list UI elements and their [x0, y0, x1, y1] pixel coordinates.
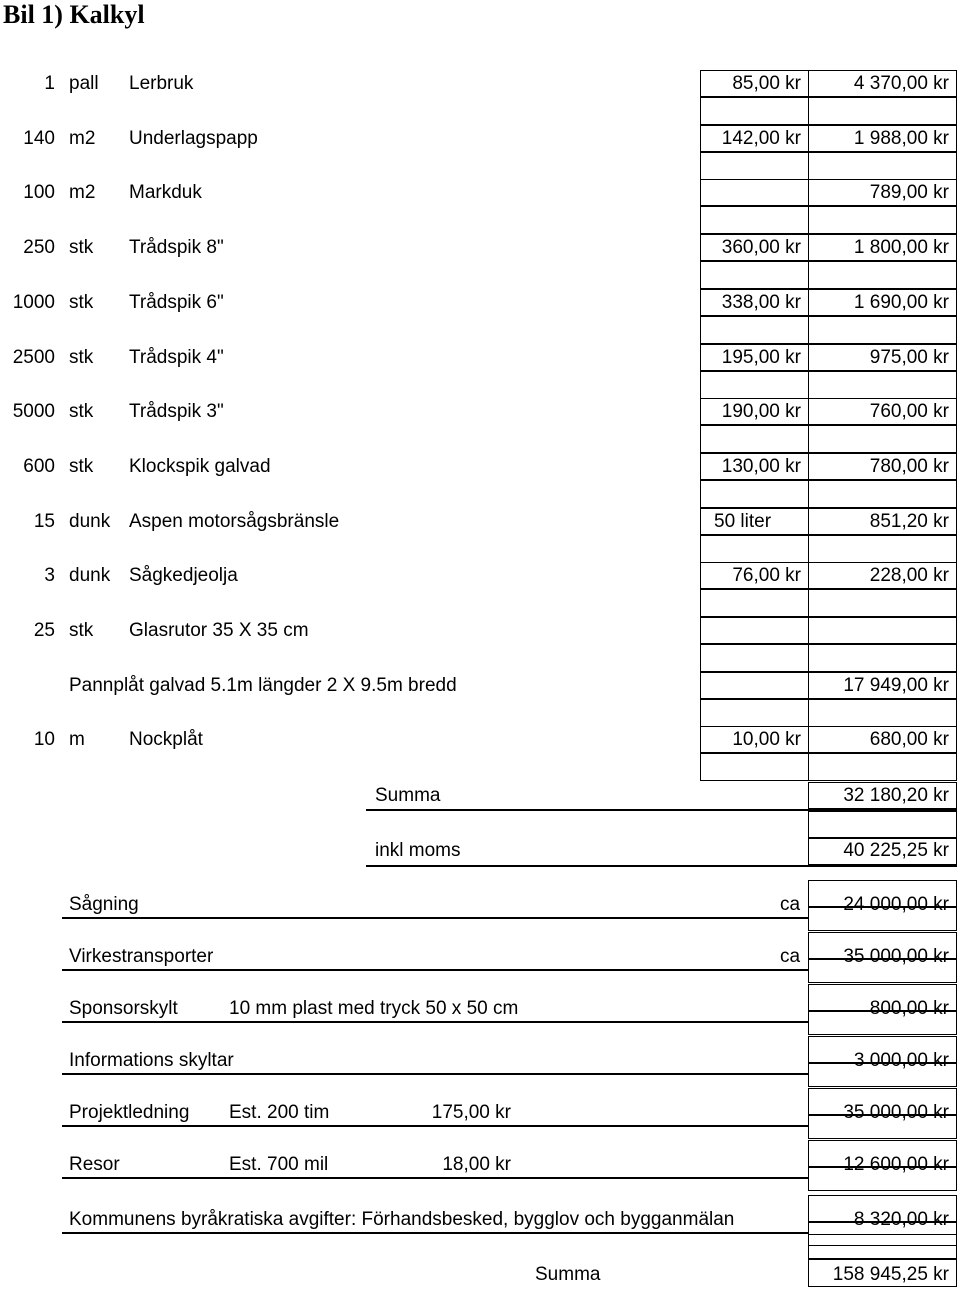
- extra-rate: 18,00 kr: [442, 1154, 511, 1175]
- item-description: Trådspik 6": [129, 291, 224, 313]
- extra-label: Sågning: [69, 894, 139, 915]
- item-description: Trådspik 8": [129, 237, 224, 259]
- item-unit: stk: [69, 620, 94, 641]
- table-row: [700, 316, 809, 344]
- item-unit: stk: [69, 237, 94, 259]
- item-quantity: 2500: [12, 346, 55, 368]
- table-row: [808, 206, 957, 234]
- table-row: [808, 644, 957, 672]
- item-description: Trådspik 4": [129, 346, 224, 368]
- extra-label: Sponsorskylt: [69, 998, 178, 1019]
- divider: [62, 917, 808, 919]
- table-row: [808, 535, 957, 563]
- item-quantity: 140: [23, 127, 55, 149]
- item-total: 760,00 kr: [869, 401, 949, 423]
- table-row: [808, 753, 957, 781]
- table-row: [700, 179, 809, 206]
- divider: [62, 1232, 808, 1234]
- table-row: [700, 644, 809, 672]
- table-row: [808, 589, 957, 617]
- divider: [366, 865, 957, 867]
- item-quantity: 250: [23, 237, 55, 259]
- table-row: [808, 152, 957, 180]
- item-quantity: 25: [33, 620, 55, 641]
- item-unit: dunk: [69, 510, 111, 532]
- table-row: [700, 206, 809, 234]
- item-unit: stk: [69, 401, 94, 423]
- extra-value: 3 000,00 kr: [853, 1050, 949, 1071]
- table-row: [808, 480, 957, 508]
- divider: [62, 969, 808, 971]
- item-total: 1 988,00 kr: [853, 127, 949, 149]
- divider: [62, 1125, 808, 1127]
- item-unit: m: [69, 729, 85, 751]
- item-price: 142,00 kr: [721, 127, 801, 149]
- item-description: Glasrutor 35 X 35 cm: [129, 620, 309, 641]
- table-row: [700, 152, 809, 180]
- item-unit: m2: [69, 182, 96, 204]
- extra-detail: Est. 700 mil: [229, 1154, 329, 1175]
- extra-value: 35 000,00 kr: [843, 1102, 949, 1123]
- extra-value: 12 600,00 kr: [843, 1154, 949, 1175]
- item-unit: dunk: [69, 565, 111, 587]
- item-price: 76,00 kr: [732, 565, 801, 587]
- table-row: [808, 617, 957, 644]
- table-row: [700, 535, 809, 563]
- item-unit: stk: [69, 455, 94, 477]
- table-row: [808, 811, 957, 838]
- inkl-moms-value: 40 225,25 kr: [843, 840, 949, 861]
- table-row: [700, 589, 809, 617]
- item-unit: stk: [69, 291, 94, 313]
- extra-label: Resor: [69, 1154, 120, 1175]
- item-unit: m2: [69, 127, 96, 149]
- item-total: 17 949,00 kr: [843, 674, 949, 696]
- table-row: [700, 261, 809, 289]
- page-title: Bil 1) Kalkyl: [3, 0, 145, 29]
- extra-value: 24 000,00 kr: [843, 894, 949, 915]
- extra-rate: 175,00 kr: [431, 1102, 511, 1123]
- table-row: [700, 425, 809, 453]
- item-quantity: 1: [44, 73, 55, 94]
- item-unit: Pannplåt galvad 5.1m längder 2 X 9.5m bredd: [69, 674, 457, 696]
- extra-value: 35 000,00 kr: [843, 946, 949, 967]
- table-row: [808, 97, 957, 125]
- item-description: Markduk: [129, 182, 202, 204]
- item-price: 10,00 kr: [732, 729, 801, 751]
- table-row: [808, 425, 957, 453]
- item-description: Nockplåt: [129, 729, 203, 751]
- table-row: [700, 753, 809, 781]
- extra-label: Virkestransporter: [69, 946, 214, 967]
- extra-value: 8 320,00 kr: [853, 1209, 949, 1230]
- item-price: 130,00 kr: [721, 455, 801, 477]
- item-quantity: 1000: [12, 291, 55, 313]
- divider: [62, 1021, 808, 1023]
- summa-value: 32 180,20 kr: [843, 785, 949, 806]
- item-price: 360,00 kr: [721, 237, 801, 259]
- item-quantity: 100: [23, 182, 55, 204]
- item-description: Klockspik galvad: [129, 455, 271, 477]
- item-price: 190,00 kr: [721, 401, 801, 423]
- table-row: [700, 617, 809, 644]
- extra-label: Projektledning: [69, 1102, 190, 1123]
- extra-label: Kommunens byråkratiska avgifter: Förhandsbesked, bygglov och bygganmälan: [69, 1209, 735, 1230]
- table-row: [808, 699, 957, 727]
- item-unit: stk: [69, 346, 94, 368]
- extra-detail: Est. 200 tim: [229, 1102, 330, 1123]
- summa-label: Summa: [375, 785, 441, 806]
- item-total: 228,00 kr: [869, 565, 949, 587]
- item-total: 851,20 kr: [869, 510, 949, 532]
- grand-total-value: 158 945,25 kr: [832, 1264, 949, 1285]
- extra-ca: ca: [780, 894, 801, 915]
- item-price: 85,00 kr: [732, 73, 801, 94]
- item-description: Sågkedjeolja: [129, 565, 238, 587]
- extra-ca: ca: [780, 946, 801, 967]
- table-row: [808, 261, 957, 289]
- item-quantity: 3: [44, 565, 55, 587]
- extra-label: Informations skyltar: [69, 1050, 234, 1071]
- item-quantity: 5000: [12, 401, 55, 423]
- divider: [62, 1073, 808, 1075]
- item-price: 50 liter: [714, 510, 772, 532]
- grand-total-label: Summa: [535, 1264, 601, 1285]
- table-row: [700, 699, 809, 727]
- divider: [62, 1177, 808, 1179]
- item-total: 4 370,00 kr: [853, 73, 949, 94]
- table-row: [700, 672, 809, 699]
- table-row: [700, 480, 809, 508]
- item-description: Trådspik 3": [129, 401, 224, 423]
- item-total: 780,00 kr: [869, 455, 949, 477]
- item-total: 975,00 kr: [869, 346, 949, 368]
- extra-value: 800,00 kr: [869, 998, 949, 1019]
- inkl-moms-label: inkl moms: [375, 840, 461, 861]
- item-quantity: 15: [33, 510, 55, 532]
- item-total: 1 690,00 kr: [853, 291, 949, 313]
- item-description: Lerbruk: [129, 73, 194, 94]
- item-total: 1 800,00 kr: [853, 237, 949, 259]
- item-total: 680,00 kr: [869, 729, 949, 751]
- extra-detail: 10 mm plast med tryck 50 x 50 cm: [229, 998, 519, 1019]
- table-row: [808, 316, 957, 344]
- table-row: [808, 1234, 957, 1259]
- item-quantity: 10: [33, 729, 55, 751]
- item-unit: pall: [69, 73, 99, 94]
- item-price: 195,00 kr: [721, 346, 801, 368]
- item-total: 789,00 kr: [869, 182, 949, 204]
- item-quantity: 600: [23, 455, 55, 477]
- table-row: [808, 371, 957, 399]
- item-description: Underlagspapp: [129, 127, 258, 149]
- item-description: Aspen motorsågsbränsle: [129, 510, 340, 532]
- table-row: [700, 97, 809, 125]
- item-price: 338,00 kr: [721, 291, 801, 313]
- table-row: [700, 371, 809, 399]
